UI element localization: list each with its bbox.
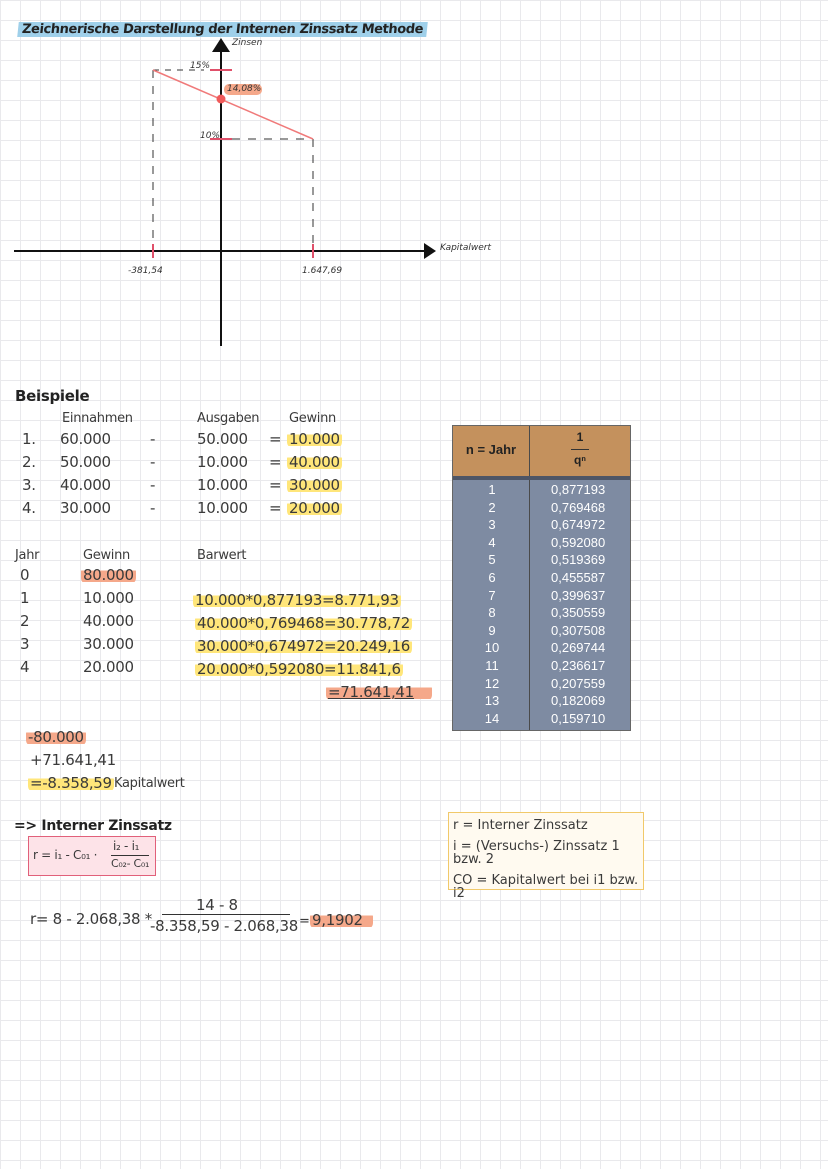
table-row	[453, 640, 630, 658]
example-row-minus: -	[150, 453, 156, 471]
header-gewinn: Gewinn	[289, 411, 336, 426]
barwert-row-calc: 30.000*0,674972=20.249,16	[197, 637, 410, 655]
table-header-fraction-bar	[571, 449, 589, 450]
formula-left: r = i₁ - C₀₁ ·	[33, 848, 98, 862]
example-row-nr: 2.	[22, 453, 36, 471]
example-row-einnahmen: 40.000	[60, 476, 111, 494]
page-title: Zeichnerische Darstellung der Internen Zinssatz Methode	[17, 22, 428, 37]
irr-graph	[0, 0, 828, 360]
calc-fraction-bar	[162, 914, 290, 915]
note-line: CO = Kapitalwert bei i1 bzw. i2	[453, 873, 639, 901]
table-row	[453, 500, 630, 518]
example-row-gewinn: 40.000	[289, 453, 340, 471]
table-row	[453, 588, 630, 606]
barwert-row-calc: 40.000*0,769468=30.778,72	[197, 614, 410, 632]
y-axis-label: Zinsen	[232, 38, 263, 48]
table-cell-year: 6	[488, 569, 496, 585]
barwert-row-calc: 10.000*0,877193=8.771,93	[195, 591, 399, 609]
table-cell-year: 2	[488, 499, 496, 515]
table-cell-year: 4	[488, 534, 496, 550]
barwert-row-jahr: 3	[20, 635, 30, 653]
table-cell-year: 5	[488, 552, 496, 568]
example-row-minus: -	[150, 476, 156, 494]
table-header-rule	[453, 476, 630, 480]
table-cell-factor: 0,592080	[551, 534, 606, 550]
table-row	[453, 517, 630, 535]
example-row-ausgaben: 10.000	[197, 453, 248, 471]
table-cell-year: 7	[488, 587, 496, 603]
calc-denominator: -8.358,59 - 2.068,38	[150, 917, 298, 935]
interpolation-line	[153, 70, 313, 139]
example-row-eq: =	[269, 453, 282, 471]
table-row	[453, 552, 630, 570]
table-cell-factor: 0,769468	[551, 499, 606, 515]
barwert-row-gewinn: 80.000	[83, 566, 134, 584]
formula-fraction-bar	[111, 855, 149, 856]
table-header-factor-denominator: qⁿ	[573, 453, 587, 467]
kapitalwert-line1: -80.000	[28, 728, 84, 746]
table-cell-factor: 0,182069	[551, 693, 606, 709]
barwert-row-jahr: 4	[20, 658, 30, 676]
formula-numerator: i₂ - i₁	[113, 839, 140, 853]
x-axis-arrow	[424, 243, 436, 259]
table-cell-year: 9	[488, 622, 496, 638]
table-cell-factor: 0,877193	[551, 482, 606, 497]
formula-denominator: C₀₂- C₀₁	[111, 857, 150, 870]
example-row-ausgaben: 10.000	[197, 476, 248, 494]
barwert-sum: =71.641,41	[326, 683, 432, 701]
legend-note-box	[448, 812, 644, 901]
example-row-einnahmen: 50.000	[60, 453, 111, 471]
table-cell-year: 14	[484, 710, 500, 726]
example-row-einnahmen: 30.000	[60, 499, 111, 517]
example-row-gewinn: 30.000	[289, 476, 340, 494]
beispiele-heading: Beispiele	[15, 387, 90, 405]
table-cell-factor: 0,519369	[551, 552, 606, 568]
table-row	[453, 711, 630, 729]
barwert-row-jahr: 2	[20, 612, 30, 630]
example-row-minus: -	[150, 430, 156, 448]
barwert-row-jahr: 1	[20, 589, 30, 607]
example-row-gewinn: 20.000	[289, 499, 340, 517]
table-header-year: n = Jahr	[465, 442, 517, 457]
table-body	[453, 482, 630, 728]
example-row-nr: 4.	[22, 499, 36, 517]
table-cell-factor: 0,455587	[551, 569, 606, 585]
table-cell-year: 1	[488, 482, 496, 497]
label-positive-value: 1.647,69	[302, 266, 343, 276]
table-row	[453, 535, 630, 553]
table-cell-year: 11	[485, 657, 499, 673]
label-irr-rate: 14,08%	[227, 84, 262, 94]
formula-box	[28, 836, 156, 876]
table-cell-factor: 0,350559	[551, 605, 606, 621]
table-cell-factor: 0,236617	[551, 657, 606, 673]
table-cell-factor: 0,269744	[551, 640, 606, 656]
example-row-nr: 3.	[22, 476, 36, 494]
header-ausgaben: Ausgaben	[197, 411, 260, 426]
table-header-factor-numerator: 1	[576, 430, 584, 444]
y-axis-arrow	[212, 38, 230, 52]
table-row	[453, 658, 630, 676]
table-cell-year: 3	[488, 517, 496, 533]
table-row	[453, 605, 630, 623]
table-cell-year: 8	[488, 605, 496, 621]
calc-left: r= 8 - 2.068,38 *	[30, 910, 152, 928]
table-cell-year: 12	[484, 675, 500, 691]
barwert-row-calc: 20.000*0,592080=11.841,6	[197, 660, 401, 678]
example-row-minus: -	[150, 499, 156, 517]
table-row	[453, 570, 630, 588]
table-cell-year: 10	[484, 640, 500, 656]
table-row	[453, 676, 630, 694]
calc-result: 9,1902	[310, 911, 373, 929]
table-cell-factor: 0,399637	[551, 587, 606, 603]
table-cell-factor: 0,207559	[551, 675, 606, 691]
irr-point	[217, 95, 226, 104]
example-row-eq: =	[269, 430, 282, 448]
barwert-row-gewinn: 40.000	[83, 612, 134, 630]
label-15-percent: 15%	[190, 61, 211, 71]
example-row-eq: =	[269, 476, 282, 494]
example-row-ausgaben: 10.000	[197, 499, 248, 517]
example-row-eq: =	[269, 499, 282, 517]
header-einnahmen: Einnahmen	[62, 411, 133, 426]
example-row-nr: 1.	[22, 430, 36, 448]
example-row-einnahmen: 60.000	[60, 430, 111, 448]
table-cell-factor: 0,307508	[551, 622, 606, 638]
table-cell-factor: 0,674972	[551, 517, 606, 533]
note-line: i = (Versuchs-) Zinssatz 1 bzw. 2	[453, 839, 620, 867]
calc-numerator: 14 - 8	[196, 896, 238, 914]
interner-zinssatz-heading: => Interner Zinssatz	[14, 818, 172, 834]
kapitalwert-label: Kapitalwert	[114, 776, 185, 791]
discount-factor-table	[452, 425, 631, 731]
x-axis-label: Kapitalwert	[440, 243, 491, 253]
barwert-row-gewinn: 10.000	[83, 589, 134, 607]
table-cell-factor: 0,159710	[551, 710, 606, 726]
barwert-row-jahr: 0	[20, 566, 30, 584]
label-negative-value: -381,54	[128, 266, 163, 276]
table-row	[453, 693, 630, 711]
table-row	[453, 482, 630, 500]
calc-equals: =	[299, 914, 310, 929]
table-cell-year: 13	[484, 693, 500, 709]
header-jahr: Jahr	[15, 548, 40, 563]
barwert-row-gewinn: 20.000	[83, 658, 134, 676]
table-row	[453, 623, 630, 641]
note-line: r = Interner Zinssatz	[453, 818, 588, 833]
label-10-percent: 10%	[200, 131, 221, 141]
kapitalwert-line2: +71.641,41	[30, 751, 116, 769]
example-row-ausgaben: 50.000	[197, 430, 248, 448]
header-barwert: Barwert	[197, 548, 247, 563]
header-gewinn-2: Gewinn	[83, 548, 130, 563]
kapitalwert-line3: =-8.358,59	[30, 774, 112, 792]
barwert-row-gewinn: 30.000	[83, 635, 134, 653]
example-row-gewinn: 10.000	[289, 430, 340, 448]
